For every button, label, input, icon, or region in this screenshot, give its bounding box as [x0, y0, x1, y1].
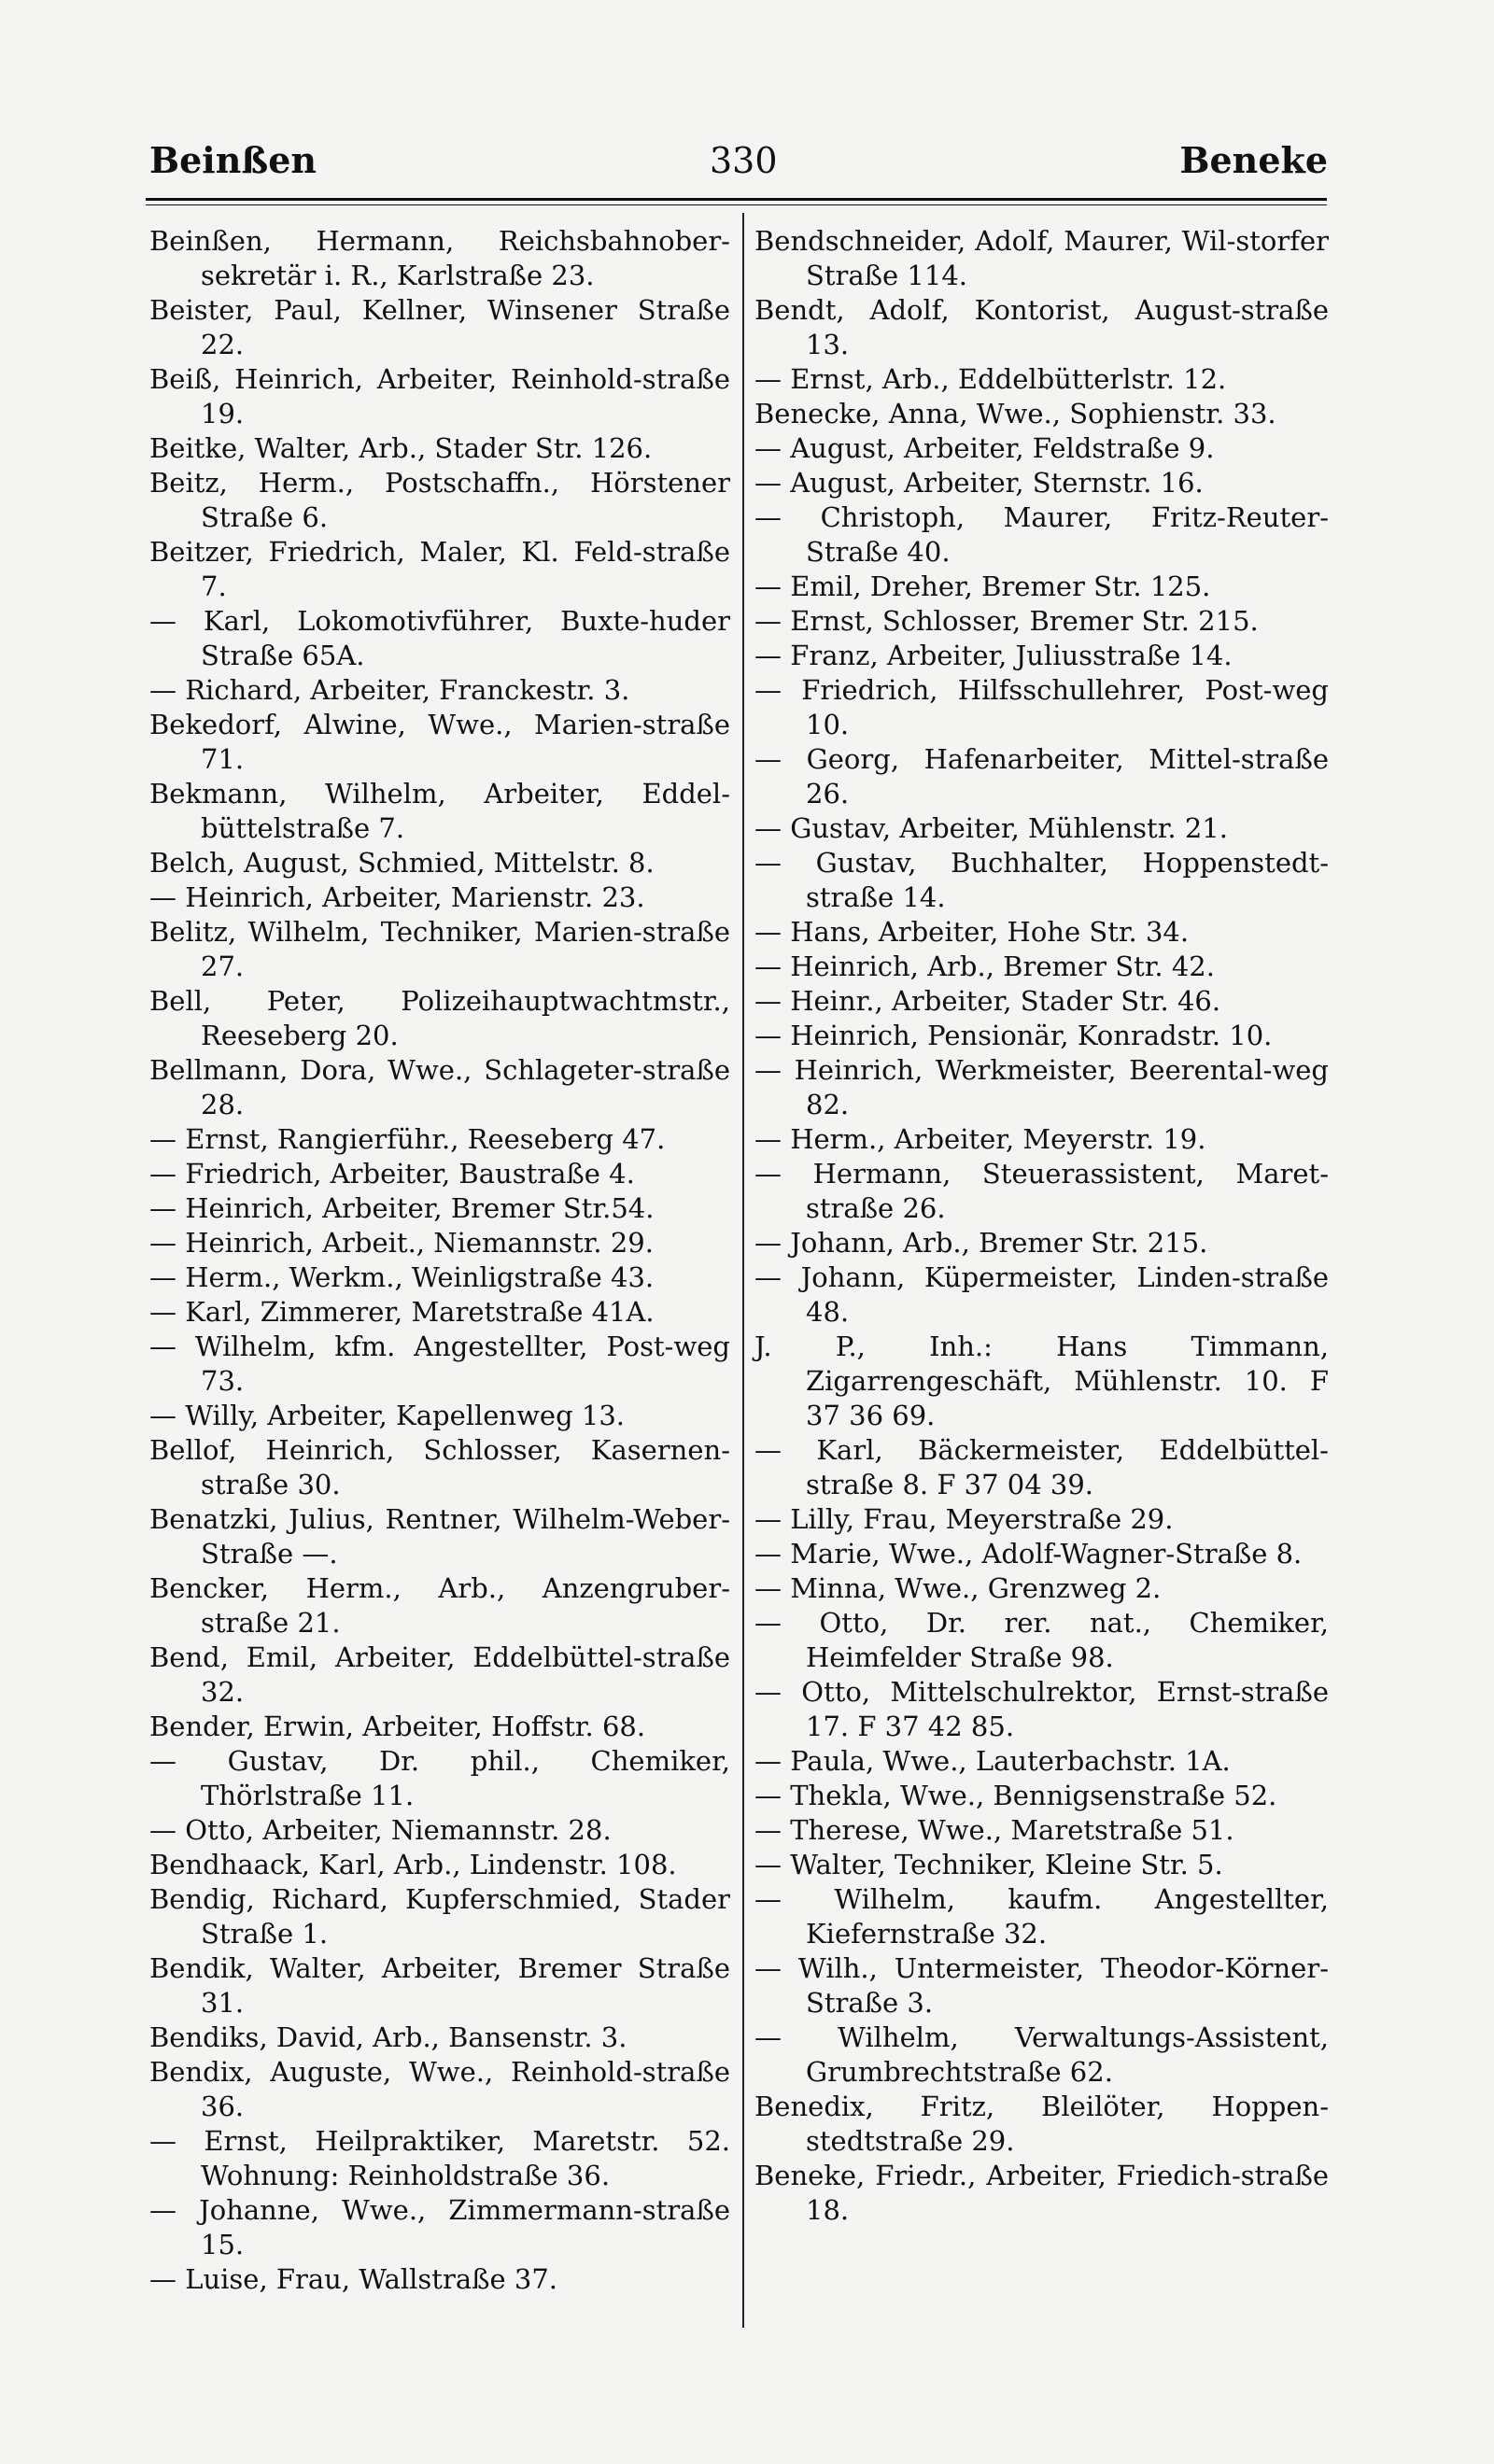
directory-entry: Benedix, Fritz, Bleilöter, Hoppen-stedtstraße 29.: [754, 2091, 1329, 2157]
directory-entry: — Otto, Arbeiter, Niemannstr. 28.: [149, 1814, 612, 1846]
directory-entry: — Minna, Wwe., Grenzweg 2.: [754, 1572, 1162, 1604]
directory-entry: Beinßen, Hermann, Reichsbahnober-sekretär i. R., Karlstraße 23.: [149, 225, 730, 291]
running-head-right: Beneke: [1179, 139, 1328, 181]
header-rule-thin: [146, 204, 1327, 205]
directory-entry: Bekmann, Wilhelm, Arbeiter, Eddel-büttelstraße 7.: [149, 778, 730, 844]
directory-entry: — Herm., Werkm., Weinligstraße 43.: [149, 1261, 655, 1293]
directory-entry: — Georg, Hafenarbeiter, Mittel-straße 26.: [754, 743, 1329, 810]
directory-entry: Bendix, Auguste, Wwe., Reinhold-straße 36.: [149, 2056, 730, 2122]
directory-entry: — Karl, Bäckermeister, Eddelbüttel-straße 8. F 37 04 39.: [754, 1434, 1329, 1500]
directory-entry: — Willy, Arbeiter, Kapellenweg 13.: [149, 1400, 626, 1431]
directory-entry: — Karl, Zimmerer, Maretstraße 41A.: [149, 1296, 655, 1328]
directory-entry: Belitz, Wilhelm, Techniker, Marien-straße 27.: [149, 916, 730, 982]
directory-entry: — Emil, Dreher, Bremer Str. 125.: [754, 570, 1211, 602]
directory-entry: — Otto, Mittelschulrektor, Ernst-straße 17. F 37 42 85.: [754, 1676, 1329, 1742]
directory-entry: — Wilhelm, kaufm. Angestellter, Kiefernstraße 32.: [754, 1883, 1329, 1950]
directory-entry: Bendik, Walter, Arbeiter, Bremer Straße 31.: [149, 1952, 730, 2019]
directory-entry: — Heinrich, Arbeiter, Marienstr. 23.: [149, 881, 645, 913]
directory-entry: — Paula, Wwe., Lauterbachstr. 1A.: [754, 1745, 1231, 1777]
directory-entry: — Heinr., Arbeiter, Stader Str. 46.: [754, 985, 1221, 1017]
directory-entry: — August, Arbeiter, Sternstr. 16.: [754, 467, 1204, 499]
directory-entry: — Otto, Dr. rer. nat., Chemiker, Heimfelder Straße 98.: [754, 1607, 1329, 1673]
directory-entry: — Wilhelm, kfm. Angestellter, Post-weg 73.: [149, 1331, 730, 1397]
directory-entry: — Ernst, Arb., Eddelbütterlstr. 12.: [754, 363, 1227, 395]
directory-entry: Beitke, Walter, Arb., Stader Str. 126.: [149, 432, 653, 464]
header-rule-thick: [146, 198, 1327, 201]
page-number: 330: [710, 140, 778, 181]
directory-entry: — Johann, Küpermeister, Linden-straße 48.: [754, 1261, 1329, 1328]
directory-entry: — Walter, Techniker, Kleine Str. 5.: [754, 1849, 1223, 1880]
left-column: [149, 224, 730, 2297]
directory-entry: — Friedrich, Hilfsschullehrer, Post-weg 10.: [754, 674, 1329, 740]
directory-entry: — Richard, Arbeiter, Franckestr. 3.: [149, 674, 630, 706]
directory-entry: — Gustav, Arbeiter, Mühlenstr. 21.: [754, 812, 1228, 844]
directory-entry: — Heinrich, Arb., Bremer Str. 42.: [754, 950, 1215, 982]
directory-entry: — Herm., Arbeiter, Meyerstr. 19.: [754, 1123, 1206, 1155]
directory-entry: — Ernst, Heilpraktiker, Maretstr. 52. Wohnung: Reinholdstraße 36.: [149, 2125, 730, 2191]
directory-entry: Bender, Erwin, Arbeiter, Hoffstr. 68.: [149, 1711, 646, 1742]
directory-entry: Bell, Peter, Polizeihauptwachtmstr., Reeseberg 20.: [149, 985, 730, 1051]
directory-entry: — Johann, Arb., Bremer Str. 215.: [754, 1227, 1208, 1259]
directory-entry: Bendig, Richard, Kupferschmied, Stader Straße 1.: [149, 1883, 730, 1950]
directory-entry: Bekedorf, Alwine, Wwe., Marien-straße 71.: [149, 709, 730, 775]
right-column: [754, 224, 1329, 2228]
directory-entry: Bencker, Herm., Arb., Anzengruber-straße 21.: [149, 1572, 730, 1639]
directory-entry: — Gustav, Buchhalter, Hoppenstedt-straße 14.: [754, 847, 1329, 913]
directory-entry: — Wilhelm, Verwaltungs-Assistent, Grumbrechtstraße 62.: [754, 2021, 1329, 2088]
directory-entry: — Hans, Arbeiter, Hohe Str. 34.: [754, 916, 1190, 948]
directory-entry: Benecke, Anna, Wwe., Sophienstr. 33.: [754, 398, 1276, 429]
directory-entry: Benatzki, Julius, Rentner, Wilhelm-Weber-Straße —.: [149, 1503, 730, 1570]
directory-entry: Beitzer, Friedrich, Maler, Kl. Feld-straße 7.: [149, 536, 730, 602]
directory-entry: — Ernst, Schlosser, Bremer Str. 215.: [754, 605, 1259, 637]
directory-entry: Belch, August, Schmied, Mittelstr. 8.: [149, 847, 655, 879]
directory-entry: Bellmann, Dora, Wwe., Schlageter-straße 28.: [149, 1054, 730, 1120]
directory-entry: — Hermann, Steuerassistent, Maret-straße 26.: [754, 1158, 1329, 1224]
directory-entry: Bendiks, David, Arb., Bansenstr. 3.: [149, 2021, 627, 2053]
directory-entry: Bendt, Adolf, Kontorist, August-straße 13.: [754, 294, 1329, 360]
column-divider: [742, 213, 744, 2328]
directory-entry: — Karl, Lokomotivführer, Buxte-huder Straße 65A.: [149, 605, 730, 671]
directory-entry: Beneke, Friedr., Arbeiter, Friedich-straße 18.: [754, 2160, 1329, 2226]
directory-entry: — Johanne, Wwe., Zimmermann-straße 15.: [149, 2194, 730, 2260]
running-head-left: Beinßen: [149, 139, 317, 181]
directory-entry: — Friedrich, Arbeiter, Baustraße 4.: [149, 1158, 635, 1190]
directory-entry: J. P., Inh.: Hans Timmann, Zigarrengeschäft, Mühlenstr. 10. F 37 36 69.: [754, 1331, 1329, 1431]
directory-entry: — Wilh., Untermeister, Theodor-Körner-Straße 3.: [754, 1952, 1329, 2019]
directory-entry: — Heinrich, Pensionär, Konradstr. 10.: [754, 1020, 1273, 1051]
directory-entry: — Thekla, Wwe., Bennigsenstraße 52.: [754, 1780, 1277, 1811]
directory-entry: — Luise, Frau, Wallstraße 37.: [149, 2263, 557, 2295]
directory-entry: Bendschneider, Adolf, Maurer, Wil-storfer Straße 114.: [754, 225, 1329, 291]
directory-entry: — Marie, Wwe., Adolf-Wagner-Straße 8.: [754, 1538, 1303, 1570]
directory-entry: Bend, Emil, Arbeiter, Eddelbüttel-straße 32.: [149, 1641, 730, 1708]
directory-entry: — Ernst, Rangierführ., Reeseberg 47.: [149, 1123, 666, 1155]
directory-entry: — Heinrich, Arbeiter, Bremer Str.54.: [149, 1192, 655, 1224]
directory-entry: Bellof, Heinrich, Schlosser, Kasernen-straße 30.: [149, 1434, 730, 1500]
directory-entry: — Therese, Wwe., Maretstraße 51.: [754, 1814, 1234, 1846]
directory-entry: Bendhaack, Karl, Arb., Lindenstr. 108.: [149, 1849, 677, 1880]
directory-entry: — Heinrich, Arbeit., Niemannstr. 29.: [149, 1227, 654, 1259]
directory-entry: — Franz, Arbeiter, Juliusstraße 14.: [754, 640, 1233, 671]
directory-entry: — Lilly, Frau, Meyerstraße 29.: [754, 1503, 1174, 1535]
directory-entry: Beitz, Herm., Postschaffn., Hörstener Straße 6.: [149, 467, 730, 533]
directory-entry: — Christoph, Maurer, Fritz-Reuter-Straße 40.: [754, 501, 1329, 568]
directory-entry: — Heinrich, Werkmeister, Beerental-weg 82.: [754, 1054, 1329, 1120]
directory-entry: Beister, Paul, Kellner, Winsener Straße 22.: [149, 294, 730, 360]
directory-entry: Beiß, Heinrich, Arbeiter, Reinhold-straße 19.: [149, 363, 730, 429]
directory-entry: — August, Arbeiter, Feldstraße 9.: [754, 432, 1215, 464]
directory-entry: — Gustav, Dr. phil., Chemiker, Thörlstraße 11.: [149, 1745, 730, 1811]
